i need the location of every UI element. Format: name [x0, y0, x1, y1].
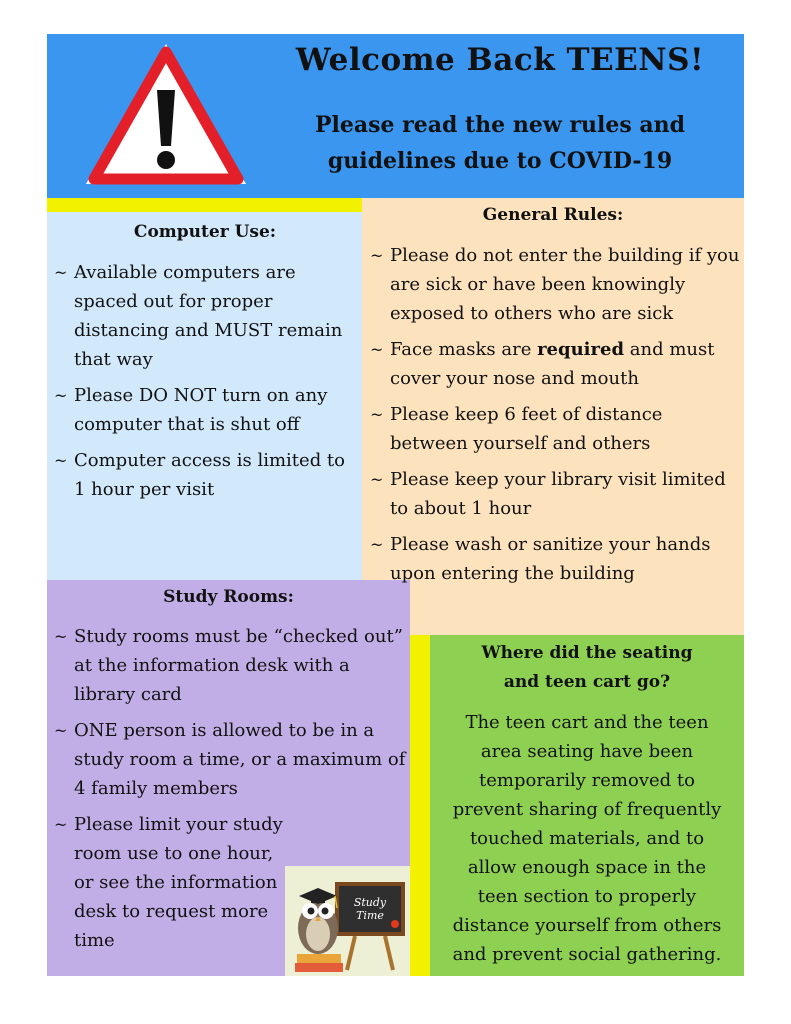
list-item: ~ ONE person is allowed to be in a study room a time, or a maximum of 4 family members [52, 716, 407, 803]
list-item: ~ Please DO NOT turn on any computer that is shut off [52, 381, 358, 439]
body-line: teen section to properly [477, 886, 697, 907]
seating-body-text [436, 708, 738, 969]
computer-use-title: Computer Use: [133, 222, 277, 242]
computer-use-list [52, 258, 358, 511]
text-segment: and must cover your nose and mouth [390, 339, 715, 389]
warning-triangle-icon [80, 38, 252, 190]
body-line: distance yourself from others [452, 915, 722, 936]
subtitle-line-1: Please read the new rules and [314, 112, 686, 138]
text-segment: Face masks are [390, 339, 538, 360]
body-line: The teen cart and the teen [465, 712, 709, 733]
seating-title-line-1: Where did the seating [481, 643, 693, 663]
chalkboard-text-2: Time [356, 909, 384, 922]
subtitle-line-2: guidelines due to COVID-19 [327, 148, 673, 174]
yellow-accent-bar [410, 635, 430, 976]
owl-chalkboard-illustration [285, 866, 410, 976]
list-item: ~ Computer access is limited to 1 hour per visit [52, 446, 358, 504]
list-item [368, 335, 740, 393]
chalkboard-text-1: Study [353, 896, 387, 909]
list-item: ~ Please keep your library visit limited to about 1 hour [368, 465, 740, 523]
emphasis-text: required [537, 339, 625, 360]
page-title: Welcome Back TEENS! [295, 42, 705, 78]
body-line: prevent sharing of frequently [452, 799, 722, 820]
body-line: and prevent social gathering. [452, 944, 722, 965]
list-item: ~ Please do not enter the building if you are sick or have been knowingly exposed to others who are sick [368, 241, 740, 328]
list-item: ~ Please wash or sanitize your hands upon entering the building [368, 530, 740, 588]
general-rules-title: General Rules: [482, 205, 624, 225]
list-item: ~ Study rooms must be “checked out” at the information desk with a library card [52, 622, 407, 709]
general-rules-list [368, 241, 740, 595]
list-item: ~ Available computers are spaced out for proper distancing and MUST remain that way [52, 258, 358, 374]
list-item: ~ Please limit your study room use to one hour, or see the information desk to request more time [52, 810, 407, 955]
body-line: allow enough space in the [467, 857, 707, 878]
body-line: area seating have been [480, 741, 694, 762]
study-rooms-title: Study Rooms: [163, 587, 294, 607]
yellow-accent-strip [47, 198, 362, 212]
list-item: ~ Please keep 6 feet of distance between yourself and others [368, 400, 740, 458]
seating-title-line-2: and teen cart go? [503, 672, 671, 692]
body-line: temporarily removed to [479, 770, 695, 791]
body-line: touched materials, and to [469, 828, 705, 849]
